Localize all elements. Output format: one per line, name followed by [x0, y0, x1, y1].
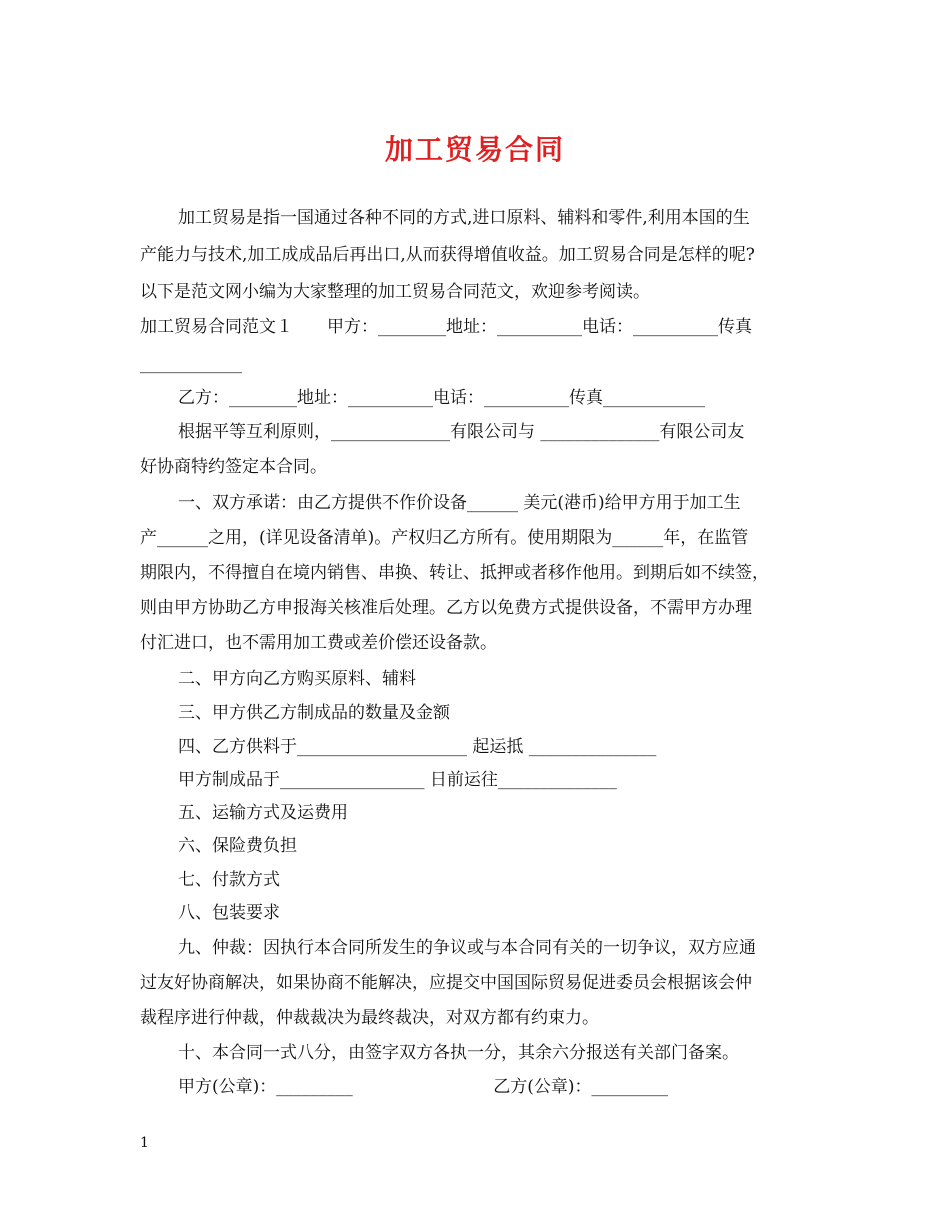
intro-line-3: 以下是范文网小编为大家整理的加工贸易合同范文，欢迎参考阅读。 [140, 282, 650, 302]
clause-9-line-1: 九、仲裁：因执行本合同所发生的争议或与本合同有关的一切争议，双方应通 [178, 938, 756, 958]
clause-3: 三、甲方供乙方制成品的数量及金额 [178, 703, 450, 723]
clause-1-line-3: 期限内，不得擅自在境内销售、串换、转让、抵押或者移作他用。到期后如不续签， [140, 563, 769, 583]
clause-6: 六、保险费负担 [178, 836, 297, 856]
principle-line-1: 根据平等互利原则，______________有限公司与 ______________有限公司友 [178, 422, 745, 442]
fax-blank-line: ____________ [140, 354, 242, 374]
clause-7: 七、付款方式 [178, 870, 280, 890]
clause-1-line-1: 一、双方承诺：由乙方提供不作价设备______ 美元(港币)给甲方用于加工生 [178, 493, 741, 513]
clause-8: 八、包装要求 [178, 903, 280, 923]
clause-5: 五、运输方式及运费用 [178, 803, 348, 823]
document-title: 加工贸易合同 [384, 133, 565, 166]
clause-4-line-1: 四、乙方供料于____________________ 起运抵 _______________ [178, 737, 657, 757]
signature-line: 甲方(公章)：_________ 乙方(公章)：_________ [178, 1077, 669, 1097]
clause-1-line-4: 则由甲方协助乙方申报海关核准后处理。乙方以免费方式提供设备，不需甲方办理 [140, 598, 752, 618]
party-b-line: 乙方：________地址：__________电话：__________传真____________ [178, 388, 705, 408]
clause-9-line-2: 过友好协商解决，如果协商不能解决，应提交中国国际贸易促进委员会根据该会仲 [140, 973, 752, 993]
page-number: 1 [140, 1135, 149, 1151]
clause-2: 二、甲方向乙方购买原料、辅料 [178, 669, 416, 689]
sample-heading-party-a-line: 加工贸易合同范文１ 甲方：________地址：__________电话：__________传真 [140, 317, 752, 337]
principle-line-2: 好协商特约签定本合同。 [140, 457, 327, 477]
clause-1-line-2: 产______之用，(详见设备清单)。产权归乙方所有。使用期限为______年，在监管 [140, 528, 749, 548]
intro-line-1: 加工贸易是指一国通过各种不同的方式,进口原料、辅料和零件,利用本国的生 [178, 208, 750, 228]
clause-1-line-5: 付汇进口，也不需用加工费或差价偿还设备款。 [140, 633, 497, 653]
intro-line-2: 产能力与技术,加工成成品后再出口,从而获得增值收益。加工贸易合同是怎样的呢? [140, 245, 755, 265]
clause-4-line-2: 甲方制成品于_________________ 日前运往______________ [178, 770, 617, 790]
clause-9-line-3: 裁程序进行仲裁，仲裁裁决为最终裁决，对双方都有约束力。 [140, 1008, 599, 1028]
clause-10: 十、本合同一式八分，由签字双方各执一分，其余六分报送有关部门备案。 [178, 1043, 739, 1063]
